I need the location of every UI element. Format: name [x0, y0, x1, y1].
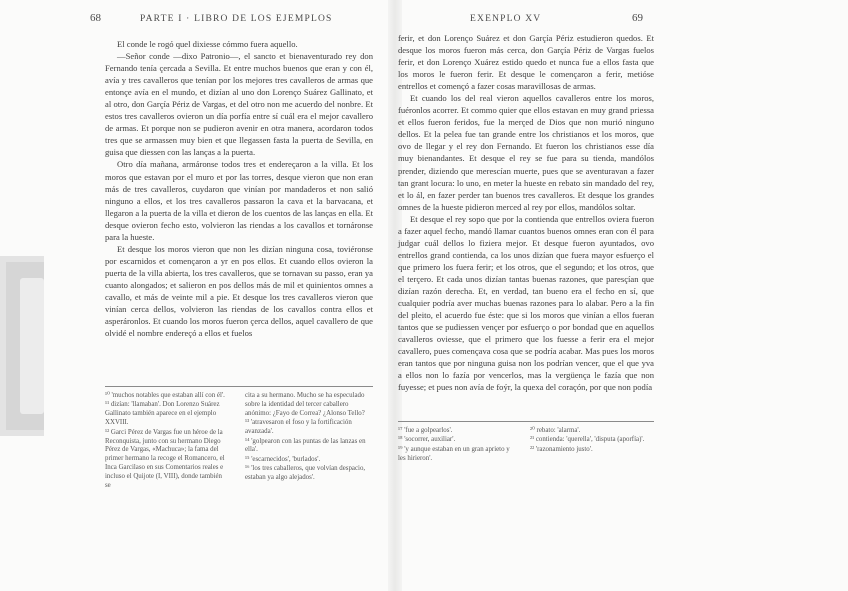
- right-footnotes-col2: [530, 427, 654, 455]
- left-page-number: 68: [90, 12, 101, 24]
- footnote: ¹⁸ 'socorrer, auxiliar'.: [398, 436, 456, 444]
- footnote: ¹⁹ 'y aunque estaban en un gran aprieto y les hirieron'.: [398, 445, 510, 462]
- right-page-number: 69: [632, 12, 643, 24]
- right-page-body: [398, 32, 654, 393]
- footnote: ¹³ 'atravesaron el foso y la fortificación avanzada'.: [245, 419, 352, 436]
- right-footnotes-col1: [398, 427, 516, 464]
- paragraph: ferir, et don Lorenço Suárez et don Garçía Périz estudieron quedos. Et desque los moros fueron más cerca, don Garçía Périz de Vargas fuelos ferir, et don Lorenço Xuárez estido quedo et nunca fue a ellos fasta que los moros le fueron ferir. Et desque le començaron a ferir, metióse entrellos et començó a fazer cosas maravillosas de armas.: [398, 33, 654, 92]
- paragraph: —Señor conde —dixo Patronio—, el sancto et bienaventurado rey don Fernando tenía çercada a Sevilla. Et entre muchos buenos que eran y con él, avía y tres cavalleros que tenían por los mejores tres cavalleros de armas que entonçe avía en el mundo, et dizían al uno don Lorenço Suárez Gallinato, et al otro, don Garçía Périz de Vargas, et del otro non me acuerdo del nonbre. Et estos tres cavalleros ovieron un día porfía entre sí cuál era el mejor cavallero de armas. Et porque non se pudieron avenir en otra manera, acordaron todos tres que se armassen muy bien et que llegassen fasta la puerta de Sevilla, en guisa que diessen con las lanças a la puerta.: [105, 51, 373, 158]
- footnote: ²¹ contienda: 'querella', 'disputa (aporfía)'.: [530, 436, 645, 444]
- footnote: ¹⁵ 'escarnecidos', 'burlados'.: [245, 455, 321, 463]
- footnote: ¹⁷ 'fue a golpearlos'.: [398, 427, 453, 434]
- right-running-head: EXENPLO XV: [470, 14, 542, 24]
- footnote: ¹² Garci Pérez de Vargas fue un héroe de la Reconquista, junto con su hermano Diego Pérez de Vargas, «Machuca»; la fama del primer hermano la recoge el Romancero, el Inca Garcilaso en sus Comentarios reales e incluso el Quijote (I, VIII), donde también se: [105, 428, 225, 490]
- footnote: ²² 'razonamiento justo'.: [530, 445, 593, 453]
- footnote: ¹⁴ 'golpearon con las puntas de las lanzas en ella'.: [245, 437, 366, 454]
- scanner-edge-shadow: [0, 256, 44, 436]
- left-footnotes-col1: [105, 392, 229, 491]
- footnote: ¹⁶ 'los tres caballeros, que volvían despacio, estaban ya algo alejados'.: [245, 465, 366, 482]
- left-running-head: PARTE I · LIBRO DE LOS EJEMPLOS: [140, 14, 333, 24]
- footnote-rule: [398, 421, 654, 422]
- left-page-body: [105, 38, 373, 339]
- paragraph: El conde le rogó quel dixiesse cómmo fuera aquello.: [117, 39, 298, 49]
- paragraph: Et desque los moros vieron que non les dizían ninguna cosa, toviéronse por escarnidos et començaron a yr en pos ellos. Et cuando ellos ovieron la puerta de la villa abierta, los tres cavalleros, que se tornavan su passo, eran ya cuanto alongados; et salieron en pos dellos más de mil et quinientos omnes a cavallo, et más de veinte mil a pie. Et desque los tres cavalleros vieron que vinían cerca dellos, volvieron las riendas de los cavallos contra ellos et asperáronlos. Et cuando los moros fueron çerca dellos, aquel cavallero de que olvidé el nombre endereçó a ellos et fuelos: [105, 243, 373, 339]
- footnote-rule: [105, 386, 373, 387]
- paragraph: Otro día mañana, armáronse todos tres et endereçaron a la villa. Et los moros que estavan por el muro et por las torres, desque vieron que non eran más de tres cavalleros, cuydaron que vinían por mandaderos et non salió ninguno a ellos, et los tres cavalleros passaron la cava et la barvacana, et llegaron a la puerta de la villa et dieron de los cuentos de las lanças en ella. Et desque ovieron fecho esto, volvieron las riendas a los cavallos et tornáronse para la hueste.: [105, 159, 373, 242]
- paragraph: Et cuando los del real vieron aquellos cavalleros entre los moros, fuéronlos acorrer. Et commo quier que ellos estavan en muy grand priessa et ellos fueron feridos, fue la merçed de Dios que non murió ninguno dellos. Et la pelea fue tan grande entre los christianos et los moros, que ovo de llegar y el rey don Fernando. Et fueron los christianos esse día muy bienandantes. Et desque el rey se fue para su tienda, mandólos prender, diziendo que merescían muerte, pues que se aventuravan a fazer tan grant locura: lo uno, en meter la hueste en rebato sin mandado del rey, et lo ál, en fazer perder tan buenos tres cavalleros. Et desque los grandes omnes de la hueste pidieron merced al rey por ellos, mandólos soltar.: [398, 93, 654, 212]
- footnote: ¹¹ dizían: 'llamaban'. Don Lorenzo Suárez Gallinato también aparece en el ejemplo XXVIII.: [105, 401, 220, 427]
- footnote: ¹⁰ 'muchos notables que estaban allí con él'.: [105, 392, 225, 399]
- footnote: cita a su hermano. Mucho se ha especulado sobre la identidad del tercer caballero anónimo: ¿Fayo de Correa? ¿Alonso Tello?: [245, 392, 365, 417]
- left-footnotes-col2: [245, 392, 373, 484]
- paragraph: Et desque el rey sopo que por la contienda que entrellos oviera fueron a fazer aquel fecho, mandó llamar cuantos buenos omnes eran con él para judgar cuál dellos lo fiziera mejor. Et desque fueron ayuntados, ovo entrellos grand contienda, ca los unos dizían que fuera mayor esfuerço el que primero los fuera ferir; et los otros, que el segundo; et los otros, que el terçero. Et cada unos dizían tantas buenas razones, que paresçían que dizían razón derecha. Et, en verdad, tan bueno era el fecho en sí, que cualquier podría aver muchas buenas razones para lo alabar. Pero a la fin del pleito, el acuerdo fue éste: que si los moros que vinían a ellos fueran tantos que se pudiessen vençer por esfuerço o por bondad que en aquellos cavalleros oviesse, que el primero que los fuesse a ferir era el mejor cavallero, pues començava cosa que se podría acabar. Mas pues los moros eran tantos que por ninguna guisa non los podrían vencer, que el que yva a ellos non lo fazía por vencerlos, mas la vergüença le fazía que non fuyesse; et pues non avía de foýr, la quexa del coraçón, por que non podía: [398, 213, 654, 393]
- footnote: ²⁰ rebato: 'alarma'.: [530, 427, 581, 434]
